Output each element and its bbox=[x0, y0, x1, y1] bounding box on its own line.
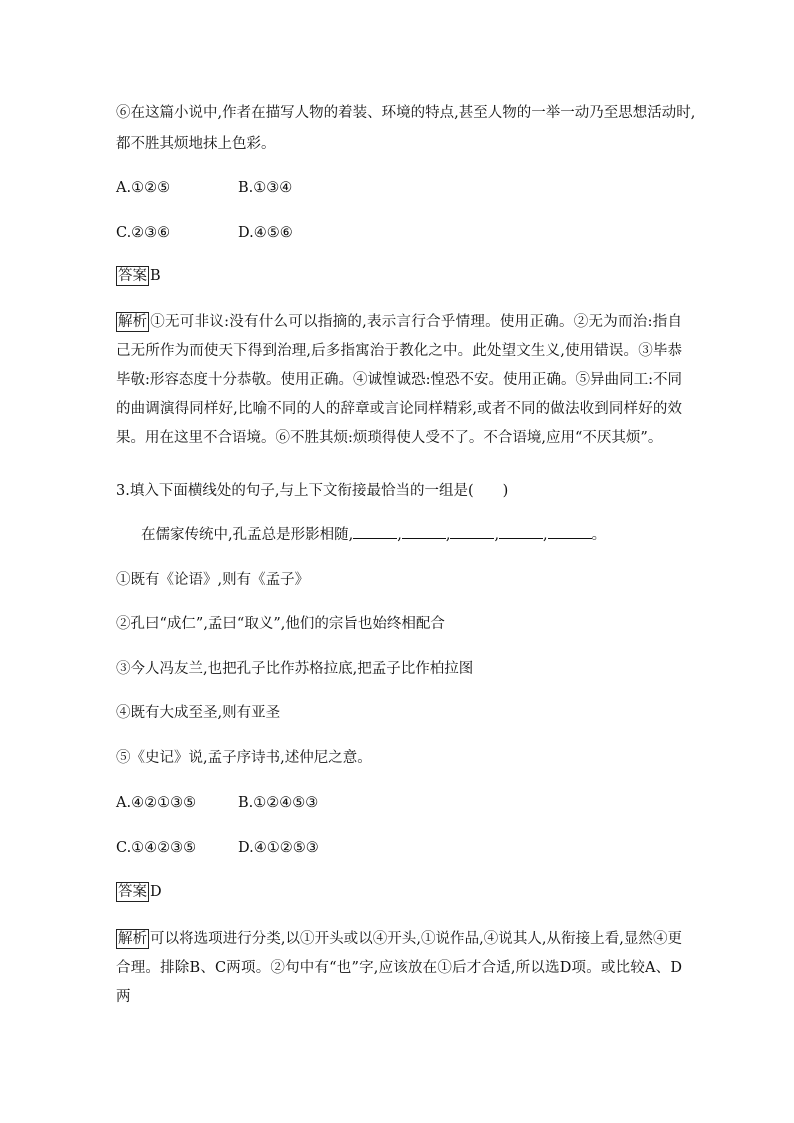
q3-answer bbox=[116, 882, 696, 902]
answer-value: B bbox=[150, 268, 161, 284]
fill-blank-5 bbox=[548, 524, 592, 539]
q3-stem: 3.填入下面横线处的句子,与上下文衔接最恰当的一组是( ) bbox=[116, 483, 509, 499]
fill-blank-2 bbox=[402, 524, 446, 539]
q2-option-d: D.④⑤⑥ bbox=[238, 225, 293, 241]
passage-separator: , bbox=[494, 527, 500, 543]
analysis-text: ①无可非议:没有什么可以指摘的,表示言行合乎情理。使用正确。②无为而治:指自己无所作为而使天下得到治理,后多指寓治于教化之中。此处望文生义,使用错误。③毕恭毕敬:形容态度十分恭敬。使用正确。④诚惶诚恐:惶恐不安。使用正确。⑤异曲同工:不同的曲调演得同样好,比喻不同的人的辞章或言论同样精彩,或者不同的做法收到同样好的效果。用在这里不合语境。⑥不胜其烦:烦琐得使人受不了。不合语境,应用“不厌其烦”。 bbox=[116, 314, 682, 446]
analysis-text: 可以将选项进行分类,以①开头或以④开头,①说作品,④说其人,从衔接上看,显然④更合理。排除B、C两项。②句中有“也”字,应该放在①后才合适,所以选D项。或比较A、D两 bbox=[116, 931, 682, 1005]
passage-prefix: 在儒家传统中,孔孟总是形影相随, bbox=[141, 527, 354, 543]
q3-passage bbox=[141, 524, 721, 545]
answer-label: 答案 bbox=[118, 268, 147, 284]
passage-separator: , bbox=[397, 527, 402, 543]
q3-option-a: A.④②①③⑤ bbox=[116, 795, 197, 811]
q3-item-5: ⑤《史记》说,孟子序诗书,述仲尼之意。 bbox=[116, 750, 372, 766]
passage-separator: , bbox=[445, 527, 451, 543]
fill-blank-3 bbox=[450, 524, 494, 539]
answer-value: D bbox=[150, 884, 162, 900]
q3-item-3: ③今人冯友兰,也把孔子比作苏格拉底,把孟子比作柏拉图 bbox=[116, 661, 474, 677]
q2-analysis bbox=[116, 308, 682, 453]
q3-option-c: C.①④②③⑤ bbox=[116, 840, 197, 856]
q2-item-6-line-2: 都不胜其烦地抹上色彩。 bbox=[116, 136, 276, 152]
q2-option-b: B.①③④ bbox=[238, 180, 293, 196]
q2-item-6-line-1: ⑥在这篇小说中,作者在描写人物的着装、环境的特点,甚至人物的一举一动乃至思想活动时, bbox=[116, 105, 696, 121]
answer-label: 答案 bbox=[118, 884, 147, 900]
analysis-label: 解析 bbox=[118, 314, 147, 330]
q3-item-4: ④既有大成至圣,则有亚圣 bbox=[116, 705, 281, 721]
passage-separator: , bbox=[543, 527, 548, 543]
q3-item-2: ②孔曰“成仁”,孟曰“取义”,他们的宗旨也始终相配合 bbox=[116, 616, 445, 632]
passage-end: 。 bbox=[591, 527, 607, 543]
analysis-label: 解析 bbox=[118, 931, 147, 947]
q3-option-d: D.④①②⑤③ bbox=[238, 840, 319, 856]
q3-item-1: ①既有《论语》,则有《孟子》 bbox=[116, 572, 310, 588]
q3-analysis bbox=[116, 925, 682, 1012]
fill-blank-4 bbox=[499, 524, 543, 539]
q3-option-b: B.①②④⑤③ bbox=[238, 795, 319, 811]
q2-answer bbox=[116, 266, 696, 286]
q2-option-a: A.①②⑤ bbox=[116, 180, 171, 196]
fill-blank-1 bbox=[353, 524, 397, 539]
q2-option-c: C.②③⑥ bbox=[116, 225, 171, 241]
